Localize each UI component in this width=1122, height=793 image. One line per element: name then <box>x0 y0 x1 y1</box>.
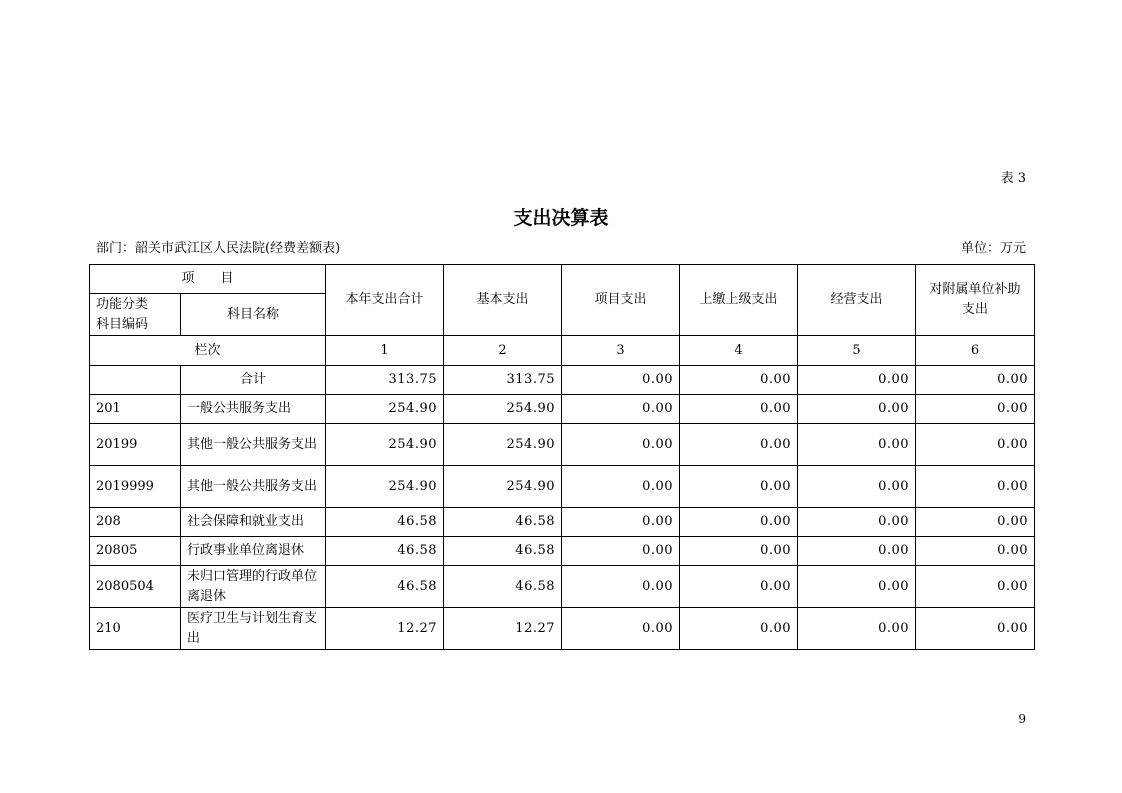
row-value: 254.90 <box>326 466 444 508</box>
row-value: 0.00 <box>916 537 1035 566</box>
row-value: 0.00 <box>916 508 1035 537</box>
row-value: 0.00 <box>916 608 1035 650</box>
table-number: 表 3 <box>1000 171 1026 186</box>
row-value: 0.00 <box>562 466 680 508</box>
header-item: 项 目 <box>90 265 326 294</box>
row-value: 0.00 <box>916 395 1035 424</box>
table-row <box>90 366 1035 395</box>
header-total: 本年支出合计 <box>326 265 444 336</box>
row-value: 254.90 <box>326 395 444 424</box>
row-value: 0.00 <box>798 508 916 537</box>
row-value: 254.90 <box>444 424 562 466</box>
header-business: 经营支出 <box>798 265 916 336</box>
row-value: 313.75 <box>326 366 444 395</box>
row-subject-name: 未归口管理的行政单位离退休 <box>181 566 326 608</box>
table-row <box>90 608 1035 650</box>
row-code: 201 <box>90 395 181 424</box>
header-project: 项目支出 <box>562 265 680 336</box>
row-code <box>90 366 181 395</box>
row-value: 0.00 <box>916 566 1035 608</box>
row-subject-name: 社会保障和就业支出 <box>181 508 326 537</box>
table-row <box>90 537 1035 566</box>
row-code: 2019999 <box>90 466 181 508</box>
unit-label: 单位：万元 <box>960 241 1026 256</box>
row-subject-name: 其他一般公共服务支出 <box>181 466 326 508</box>
header-subject-name: 科目名称 <box>181 294 326 336</box>
row-code: 208 <box>90 508 181 537</box>
row-value: 0.00 <box>798 566 916 608</box>
row-code: 2080504 <box>90 566 181 608</box>
column-index: 5 <box>798 336 916 366</box>
row-code: 20199 <box>90 424 181 466</box>
row-value: 0.00 <box>916 366 1035 395</box>
row-value: 0.00 <box>680 508 798 537</box>
row-value: 0.00 <box>562 608 680 650</box>
header-func-code: 功能分类 科目编码 <box>90 294 181 336</box>
row-value: 254.90 <box>444 395 562 424</box>
row-value: 0.00 <box>562 395 680 424</box>
row-value: 46.58 <box>444 566 562 608</box>
row-value: 46.58 <box>326 566 444 608</box>
row-subject-name: 合计 <box>181 366 326 395</box>
row-value: 0.00 <box>798 537 916 566</box>
header-basic: 基本支出 <box>444 265 562 336</box>
row-value: 46.58 <box>326 508 444 537</box>
row-subject-name: 医疗卫生与计划生育支出 <box>181 608 326 650</box>
row-value: 46.58 <box>444 537 562 566</box>
column-index: 1 <box>326 336 444 366</box>
row-value: 0.00 <box>916 466 1035 508</box>
row-value: 0.00 <box>680 537 798 566</box>
row-value: 0.00 <box>562 537 680 566</box>
row-value: 254.90 <box>444 466 562 508</box>
row-value: 0.00 <box>916 424 1035 466</box>
column-index: 2 <box>444 336 562 366</box>
table-body <box>90 366 1035 650</box>
row-value: 12.27 <box>326 608 444 650</box>
row-value: 254.90 <box>326 424 444 466</box>
row-value: 0.00 <box>680 466 798 508</box>
table-row <box>90 566 1035 608</box>
table-row <box>90 466 1035 508</box>
table-row <box>90 424 1035 466</box>
page-number: 9 <box>1018 712 1026 726</box>
row-value: 0.00 <box>798 424 916 466</box>
row-value: 0.00 <box>562 366 680 395</box>
column-index-label: 栏次 <box>90 336 326 366</box>
row-value: 0.00 <box>562 508 680 537</box>
department-label: 部门：韶关市武江区人民法院(经费差额表) <box>96 241 341 256</box>
row-value: 0.00 <box>562 424 680 466</box>
row-value: 0.00 <box>798 366 916 395</box>
header-subsidy: 对附属单位补助 支出 <box>916 265 1035 336</box>
row-value: 0.00 <box>680 608 798 650</box>
row-subject-name: 其他一般公共服务支出 <box>181 424 326 466</box>
row-code: 210 <box>90 608 181 650</box>
row-value: 0.00 <box>680 566 798 608</box>
row-value: 12.27 <box>444 608 562 650</box>
column-index: 6 <box>916 336 1035 366</box>
table-row <box>90 395 1035 424</box>
row-value: 0.00 <box>798 395 916 424</box>
header-upper: 上缴上级支出 <box>680 265 798 336</box>
row-subject-name: 一般公共服务支出 <box>181 395 326 424</box>
row-value: 46.58 <box>326 537 444 566</box>
row-subject-name: 行政事业单位离退休 <box>181 537 326 566</box>
row-value: 0.00 <box>680 366 798 395</box>
row-value: 0.00 <box>562 566 680 608</box>
row-code: 20805 <box>90 537 181 566</box>
column-index: 4 <box>680 336 798 366</box>
column-index: 3 <box>562 336 680 366</box>
page-title: 支出决算表 <box>513 207 609 229</box>
row-value: 313.75 <box>444 366 562 395</box>
row-value: 46.58 <box>444 508 562 537</box>
row-value: 0.00 <box>680 395 798 424</box>
table-row <box>90 508 1035 537</box>
row-value: 0.00 <box>680 424 798 466</box>
expenditure-table <box>89 264 1035 650</box>
row-value: 0.00 <box>798 608 916 650</box>
row-value: 0.00 <box>798 466 916 508</box>
